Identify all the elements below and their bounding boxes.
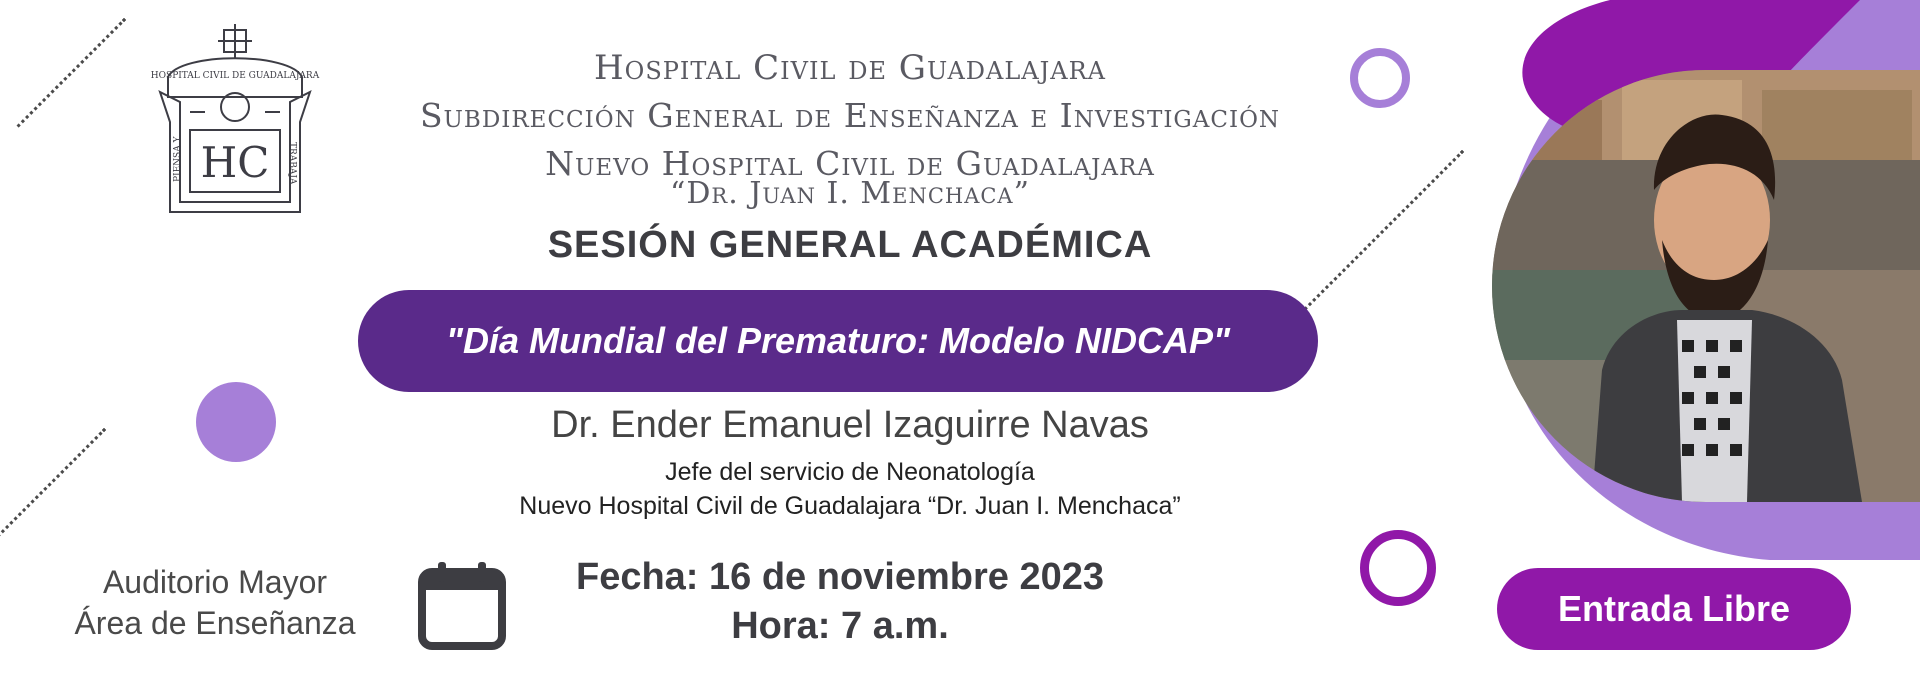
logo-left-motto: PIENSA Y bbox=[173, 136, 183, 182]
free-entry-badge: Entrada Libre bbox=[1497, 568, 1851, 650]
session-title: SESIÓN GENERAL ACADÉMICA bbox=[547, 224, 1153, 266]
header-new-hospital: Nuevo Hospital Civil de Guadalajara bbox=[545, 144, 1155, 183]
speaker-role: Jefe del servicio de Neonatología bbox=[665, 458, 1035, 486]
speaker-name: Dr. Ender Emanuel Izaguirre Navas bbox=[551, 404, 1149, 446]
topic-banner bbox=[358, 290, 1318, 392]
logo-right-motto: TRABAJA bbox=[287, 142, 297, 185]
logo-ring-text: HOSPITAL CIVIL DE GUADALAJARA bbox=[150, 71, 320, 81]
venue-line-2: Área de Enseñanza bbox=[74, 605, 356, 641]
header-hospital-honoree: “Dr. Juan I. Menchaca” bbox=[670, 176, 1030, 211]
ring-circle-bottom bbox=[1360, 530, 1436, 606]
calendar-icon bbox=[418, 560, 506, 650]
header-subdirection: Subdirección General de Enseñanza e Investigación bbox=[419, 96, 1281, 135]
header-hospital-name: Hospital Civil de Guadalajara bbox=[594, 48, 1106, 88]
event-date: Fecha: 16 de noviembre 2023 bbox=[575, 556, 1105, 598]
speaker-institution: Nuevo Hospital Civil de Guadalajara “Dr. Juan I. Menchaca” bbox=[519, 492, 1181, 520]
event-time: Hora: 7 a.m. bbox=[731, 605, 949, 647]
logo-monogram: HC bbox=[200, 138, 270, 187]
topic-text: "Día Mundial del Prematuro: Modelo NIDCAP" bbox=[445, 320, 1231, 361]
venue-line-1: Auditorio Mayor bbox=[102, 564, 328, 600]
